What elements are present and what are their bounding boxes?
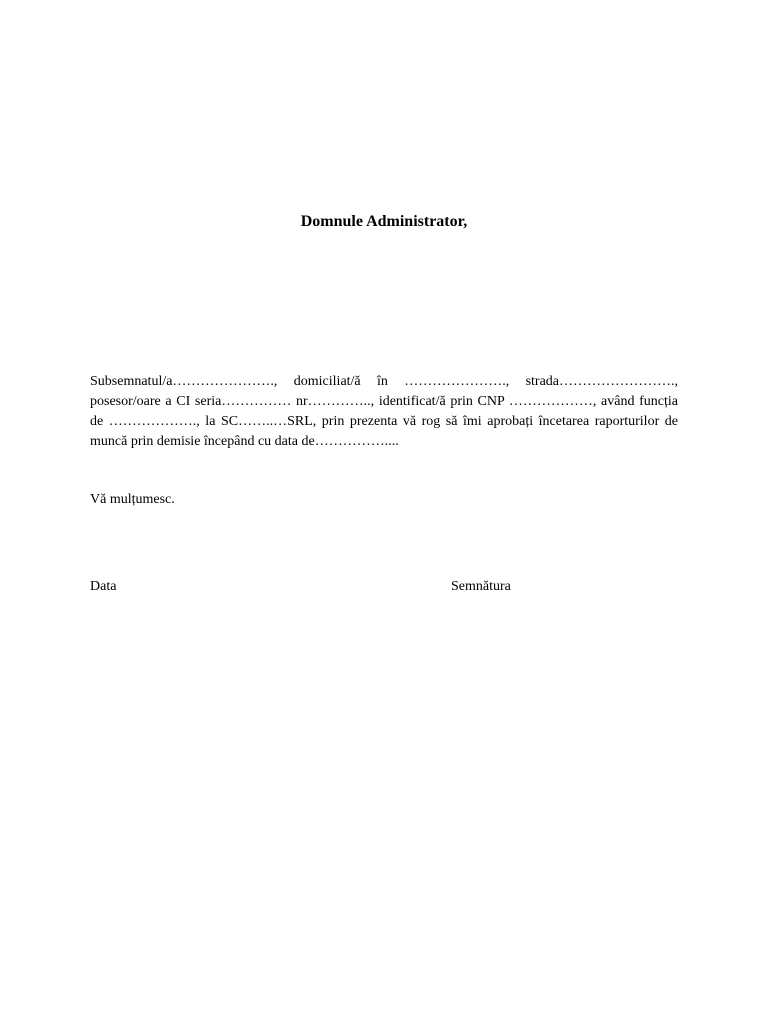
signature-label: Semnătura [451,579,511,594]
date-label: Data [90,579,117,594]
request-paragraph: Subsemnatul/a…………………., domiciliat/ă în …………………., strada……………………., posesor/oare a CI seria…………… nr………….., identificat/ă prin CNP ………………, având funcția de ………………., la SC……..…SRL, prin prezenta vă rog să îmi aprobați încetarea raporturilor de muncă prin demisie începând cu data de…………….... [90,374,678,449]
closing-line: Vă mulțumesc. [90,492,175,507]
document-title: Domnule Administrator, [300,213,468,230]
